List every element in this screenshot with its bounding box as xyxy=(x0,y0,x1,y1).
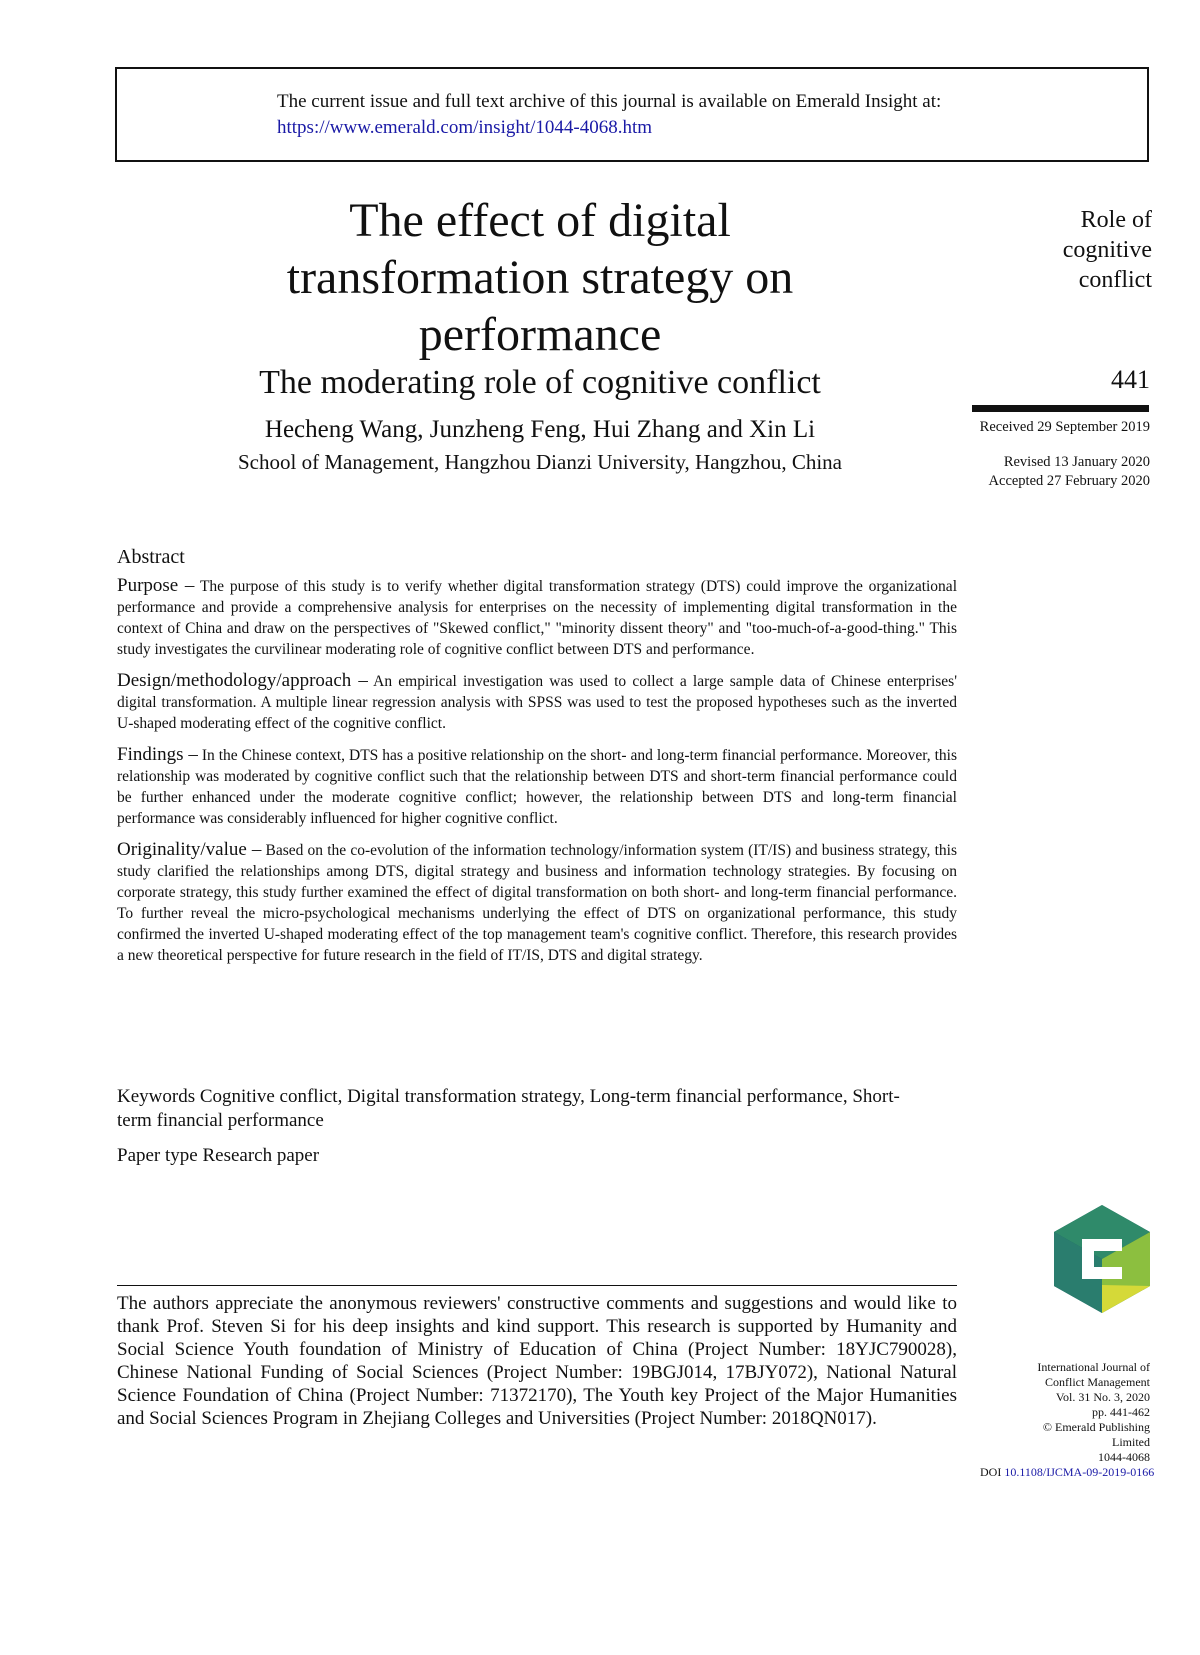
journal-volume: Vol. 31 No. 3, 2020 xyxy=(1055,1390,1150,1404)
running-head-line: cognitive xyxy=(1062,237,1152,263)
findings-text: In the Chinese context, DTS has a positive relationship on the short- and long-term financial performance. Moreover, this relationship was moderated by cognitive conflict such that the relationship between DTS and short-term financial performance could be further enhanced under the moderate cognitive conflict; however, the relationship between DTS and long-term financial performance was considerably influenced for higher cognitive conflict. xyxy=(117,747,958,827)
abstract-section xyxy=(117,546,957,976)
revised-date: Revised 13 January 2020 xyxy=(1003,454,1150,470)
paper-type-text: Research paper xyxy=(202,1145,320,1166)
received-date: Received 29 September 2019 xyxy=(979,419,1150,435)
abstract-purpose xyxy=(117,575,957,660)
title-line-2: transformation strategy on xyxy=(286,251,794,304)
author-list: Hecheng Wang, Junzheng Feng, Hui Zhang and Xin Li xyxy=(264,416,816,443)
margin-divider xyxy=(972,405,1149,412)
running-head-line: conflict xyxy=(1078,267,1152,293)
abstract-design xyxy=(117,670,957,734)
journal-info xyxy=(980,1360,1155,1480)
abstract-originality xyxy=(117,839,957,966)
running-head xyxy=(992,205,1152,295)
paper-type-label: Paper type xyxy=(117,1145,198,1166)
abstract-heading: Abstract xyxy=(117,546,185,568)
submission-dates xyxy=(960,418,1150,491)
design-label: Design/methodology/approach – xyxy=(117,670,368,691)
journal-name: Conflict Management xyxy=(1045,1375,1150,1389)
paper-title xyxy=(190,192,890,363)
originality-label: Originality/value – xyxy=(117,839,262,860)
purpose-label: Purpose – xyxy=(117,575,195,596)
running-head-line: Role of xyxy=(1080,207,1152,233)
keywords xyxy=(117,1085,917,1133)
journal-issn: 1044-4068 xyxy=(1098,1450,1150,1464)
keywords-label: Keywords xyxy=(117,1086,196,1107)
banner-text: The current issue and full text archive of this journal is available on Emerald Insight at: xyxy=(277,91,942,112)
doi-link[interactable]: 10.1108/IJCMA-09-2019-0166 xyxy=(1004,1465,1155,1479)
publisher: © Emerald Publishing xyxy=(1042,1420,1150,1434)
author-affiliation: School of Management, Hangzhou Dianzi University, Hangzhou, China xyxy=(238,450,842,474)
originality-text: Based on the co-evolution of the information technology/information system (IT/IS) and business strategy, this study clarified the relationships among DTS, digital strategy and business and information technology strategies. By focusing on corporate strategy, this study further examined the effect of digital transformation on both short- and long-term financial performance. To further reveal the micro-psychological mechanisms underlying the effect of DTS on organizational performance, this study confirmed the inverted U-shaped moderating effect of the top management team's cognitive conflict. Therefore, this research provides a new theoretical perspective for future research in the field of IT/IS, DTS and digital strategy. xyxy=(117,842,957,964)
footnote-divider xyxy=(117,1285,957,1286)
journal-access-banner xyxy=(115,67,1149,162)
title-line-3: performance xyxy=(418,308,662,361)
doi-label: DOI xyxy=(980,1465,1002,1479)
emerald-publishing-logo-icon xyxy=(1054,1205,1150,1313)
journal-name: International Journal of xyxy=(1037,1360,1150,1374)
publisher: Limited xyxy=(1112,1435,1150,1449)
abstract-findings xyxy=(117,744,957,829)
journal-pages: pp. 441-462 xyxy=(1092,1405,1150,1419)
title-line-1: The effect of digital xyxy=(349,194,731,247)
keywords-text: Cognitive conflict, Digital transformation strategy, Long-term financial performance, Short-term financial performance xyxy=(117,1086,900,1131)
journal-url-link[interactable]: https://www.emerald.com/insight/1044-4068.htm xyxy=(277,117,653,138)
findings-label: Findings – xyxy=(117,744,198,765)
journal-doi xyxy=(980,1465,1155,1480)
purpose-text: The purpose of this study is to verify whether digital transformation strategy (DTS) could improve the organizational performance and provide a comprehensive analysis for enterprises on the necessity of implementing digital transformation in the context of China and draw on the perspectives of "Skewed conflict," "minority dissent theory" and "too-much-of-a-good-thing." This study investigates the curvilinear moderating role of cognitive conflict between DTS and performance. xyxy=(117,578,957,658)
acknowledgement-footnote: The authors appreciate the anonymous reviewers' constructive comments and suggestions and would like to thank Prof. Steven Si for his deep insights and kind support. This research is supported by Humanity and Social Science Youth foundation of Ministry of Education of China (Project Number: 18YJC790028), Chinese National Funding of Social Sciences (Project Number: 19BGJ014, 17BJY072), National Natural Science Foundation of China (Project Number: 71372170), The Youth key Project of the Major Humanities and Social Sciences Program in Zhejiang Colleges and Universities (Project Number: 2018QN017). xyxy=(117,1293,957,1429)
accepted-date: Accepted 27 February 2020 xyxy=(988,473,1150,489)
paper-subtitle: The moderating role of cognitive conflict xyxy=(259,364,821,401)
design-text: An empirical investigation was used to collect a large sample data of Chinese enterprises' digital transformation. A multiple linear regression analysis with SPSS was used to test the proposed hypotheses such as the inverted U-shaped moderating effect of the cognitive conflict. xyxy=(117,673,957,732)
page-number: 441 xyxy=(1111,365,1150,394)
paper-type xyxy=(117,1145,319,1167)
